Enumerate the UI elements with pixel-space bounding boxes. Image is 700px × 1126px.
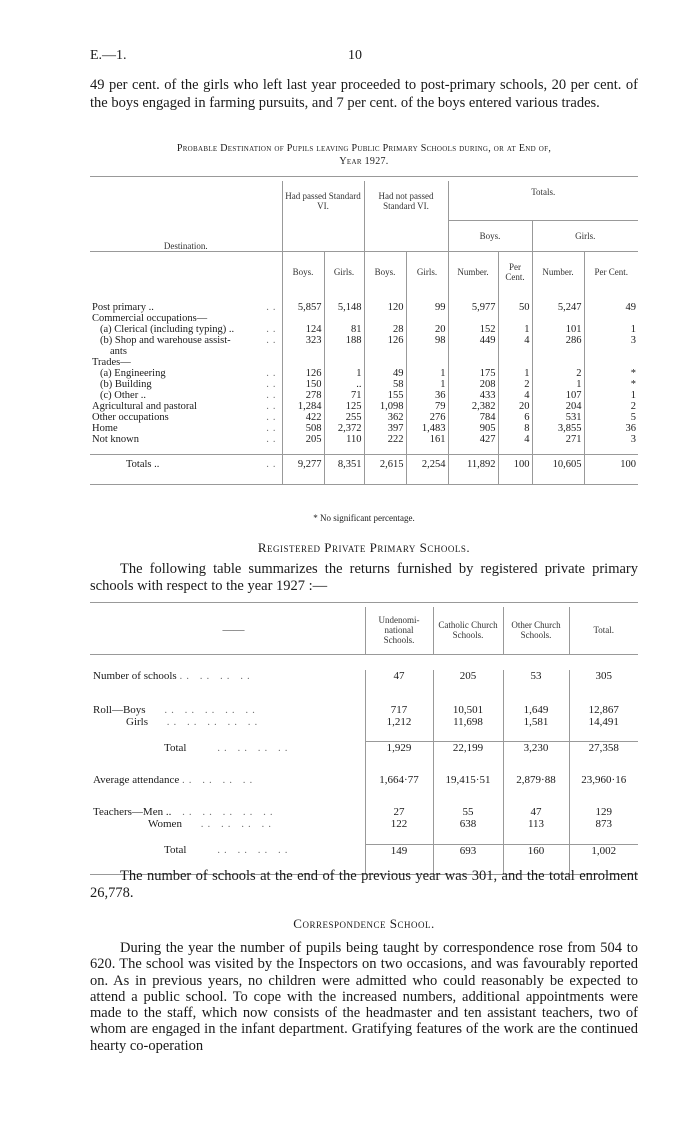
table-cell xyxy=(406,313,448,324)
table-cell: 323 xyxy=(282,335,324,346)
col-boys-passed: Boys. xyxy=(282,252,324,292)
col-boys-number: Number. xyxy=(448,252,498,292)
table-cell: 155 xyxy=(364,390,406,401)
table-cell xyxy=(406,346,448,357)
table-cell: 36 xyxy=(406,390,448,401)
table-row: Number of schools .. .. .. .. 47 205 53 305 xyxy=(90,670,638,682)
col-not-passed: Had not passed Standard VI. xyxy=(364,181,448,221)
table-cell: 4 xyxy=(498,390,532,401)
table-row: Girls .. .. .. .. .. 1,212 11,698 1,581 14,491 xyxy=(90,716,638,728)
private-schools-paragraph: The following table summarizes the returns furnished by registered private primary schools with respect to the year 1927 :— xyxy=(90,561,638,594)
table-row xyxy=(90,335,638,346)
table-cell: * xyxy=(584,379,638,390)
table-cell: 5,977 xyxy=(448,302,498,313)
table-cell: 99 xyxy=(406,302,448,313)
table-cell: 110 xyxy=(324,434,364,445)
row-label: (b) Shop and warehouse assist- .. xyxy=(100,334,280,346)
table-cell: 2,372 xyxy=(324,423,364,434)
table-row xyxy=(90,357,638,368)
table-cell: 20 xyxy=(498,401,532,412)
table-row xyxy=(90,302,638,313)
table-cell: 58 xyxy=(364,379,406,390)
table-row: Total .. .. .. .. 1,929 22,199 3,230 27,358 xyxy=(90,742,638,755)
row-label: (c) Other .. .. xyxy=(100,389,280,401)
table-cell xyxy=(282,357,324,368)
table-cell xyxy=(498,357,532,368)
table-row xyxy=(90,423,638,434)
table-cell: 1,284 xyxy=(282,401,324,412)
table-cell xyxy=(364,346,406,357)
table-cell: 278 xyxy=(282,390,324,401)
page-number: 10 xyxy=(348,48,362,63)
table-cell: 449 xyxy=(448,335,498,346)
table1-caption-line2: Year 1927. xyxy=(339,156,389,167)
table-cell xyxy=(532,357,584,368)
col-passed: Had passed Standard VI. xyxy=(282,181,364,221)
table-cell: 271 xyxy=(532,434,584,445)
table-row: Women .. .. .. .. 122 638 113 873 xyxy=(90,818,638,830)
table-row xyxy=(90,412,638,423)
table-row xyxy=(90,434,638,445)
t2-col-other: Other Church Schools. xyxy=(503,607,569,655)
table-cell: * xyxy=(584,368,638,379)
table1-caption xyxy=(90,142,638,168)
table-cell: 276 xyxy=(406,412,448,423)
table-cell: 107 xyxy=(532,390,584,401)
col-girls-passed: Girls. xyxy=(324,252,364,292)
table-cell: 5,148 xyxy=(324,302,364,313)
table-cell: 11,892 xyxy=(448,455,498,475)
row-label: (b) Building .. xyxy=(100,378,280,390)
table-cell: 3 xyxy=(584,434,638,445)
table-cell: 120 xyxy=(364,302,406,313)
table-cell xyxy=(324,357,364,368)
table-cell: 50 xyxy=(498,302,532,313)
table1-caption-line1: Probable Destination of Pupils leaving Public Primary Schools during, or at End of, xyxy=(176,143,552,154)
table-cell: 1 xyxy=(324,368,364,379)
table-cell: 2,615 xyxy=(364,455,406,475)
table-cell: 205 xyxy=(282,434,324,445)
table-cell xyxy=(282,346,324,357)
row-label: Commercial occupations— xyxy=(92,312,208,324)
row-label: (a) Engineering .. xyxy=(100,367,280,379)
table-cell: 286 xyxy=(532,335,584,346)
table-cell: 362 xyxy=(364,412,406,423)
table-cell: 175 xyxy=(448,368,498,379)
row-label: (a) Clerical (including typing) .. .. xyxy=(100,323,280,335)
table-cell: 2 xyxy=(498,379,532,390)
table-cell: 422 xyxy=(282,412,324,423)
table-cell: 222 xyxy=(364,434,406,445)
table-cell: 208 xyxy=(448,379,498,390)
table-cell xyxy=(406,357,448,368)
table-cell: 36 xyxy=(584,423,638,434)
table-cell: 255 xyxy=(324,412,364,423)
table-cell: 2 xyxy=(584,401,638,412)
table-cell: 1 xyxy=(498,324,532,335)
table-cell: 20 xyxy=(406,324,448,335)
table-cell xyxy=(532,346,584,357)
table-cell xyxy=(364,357,406,368)
table-cell xyxy=(584,346,638,357)
table-cell: 3 xyxy=(584,335,638,346)
table-cell: 98 xyxy=(406,335,448,346)
table-row xyxy=(90,324,638,335)
section-title-private-schools: Registered Private Primary Schools. xyxy=(257,540,471,555)
table-cell: 71 xyxy=(324,390,364,401)
table-row: Average attendance .. .. .. .. 1,664·77 19,415·51 2,879·88 23,960·16 xyxy=(90,774,638,786)
table-cell: 2,382 xyxy=(448,401,498,412)
table-cell: 1,483 xyxy=(406,423,448,434)
table-cell: 1 xyxy=(498,368,532,379)
col-totals: Totals. xyxy=(448,181,638,221)
table-cell xyxy=(282,313,324,324)
table-cell: 905 xyxy=(448,423,498,434)
table-cell: 433 xyxy=(448,390,498,401)
table-cell: 124 xyxy=(282,324,324,335)
table-cell: 1 xyxy=(406,379,448,390)
destination-table-body xyxy=(90,292,638,485)
row-label: Post primary .. .. xyxy=(92,301,280,313)
table-row xyxy=(90,313,638,324)
table-cell: 81 xyxy=(324,324,364,335)
table-cell: 126 xyxy=(282,368,324,379)
table-cell: 8 xyxy=(498,423,532,434)
table-cell: 784 xyxy=(448,412,498,423)
private-schools-table-body xyxy=(90,656,638,876)
table-row xyxy=(90,346,638,357)
row-label: Totals .. .. xyxy=(90,455,282,475)
col-boys-notpassed: Boys. xyxy=(364,252,406,292)
table-cell: 531 xyxy=(532,412,584,423)
col-girls-percent: Per Cent. xyxy=(584,252,638,292)
correspondence-paragraph: During the year the number of pupils being taught by correspondence rose from 504 to 620. The school was visited by the Inspectors on two occasions, and was favourably reported on. As in previous years, no children were admitted who could reasonably be expected to attend a public school. To cope with the increased numbers, additional appointments were made to the staff, which now consists of the headmaster and ten assistant teachers, two of whom are engaged in the infant department. Gratifying features of the work are the continued hearty co-operation xyxy=(90,940,638,1054)
report-code: E.—1. xyxy=(90,48,127,63)
row-label: Other occupations .. xyxy=(92,411,280,423)
table-cell: 10,605 xyxy=(532,455,584,475)
table-cell: 150 xyxy=(282,379,324,390)
table-cell: 125 xyxy=(324,401,364,412)
table-cell xyxy=(532,313,584,324)
table-row xyxy=(90,401,638,412)
table-cell xyxy=(498,313,532,324)
table-cell: 4 xyxy=(498,434,532,445)
table-cell: 79 xyxy=(406,401,448,412)
row-label: Agricultural and pastoral .. xyxy=(92,400,280,412)
table-cell: 1,098 xyxy=(364,401,406,412)
col-girls-notpassed: Girls. xyxy=(406,252,448,292)
table-cell: 204 xyxy=(532,401,584,412)
t2-col-blank: —— xyxy=(222,624,245,637)
table-cell: 5,247 xyxy=(532,302,584,313)
table-row: Total .. .. .. .. 149 693 160 1,002 xyxy=(90,844,638,857)
table-cell xyxy=(448,313,498,324)
totals-row xyxy=(90,455,638,475)
table-row xyxy=(90,368,638,379)
table-cell: 49 xyxy=(364,368,406,379)
table-cell: 100 xyxy=(584,455,638,475)
table-cell: 427 xyxy=(448,434,498,445)
table-cell: 5 xyxy=(584,412,638,423)
table-cell: 1 xyxy=(584,324,638,335)
table-cell xyxy=(324,346,364,357)
previous-year-paragraph: The number of schools at the end of the previous year was 301, and the total enrolment 26,778. xyxy=(90,868,638,901)
table-cell: 126 xyxy=(364,335,406,346)
t2-col-total: Total. xyxy=(569,607,638,655)
table-cell: 1 xyxy=(406,368,448,379)
table-cell: 49 xyxy=(584,302,638,313)
table-cell: 152 xyxy=(448,324,498,335)
table-cell: 101 xyxy=(532,324,584,335)
table-cell xyxy=(364,313,406,324)
table-cell xyxy=(324,313,364,324)
t2-col-undenominational: Undenomi-national Schools. xyxy=(365,607,433,655)
section-title-correspondence: Correspondence School. xyxy=(293,916,435,931)
destination-table xyxy=(90,176,638,485)
table1-footnote: * No significant percentage. xyxy=(313,513,415,523)
table-cell: 397 xyxy=(364,423,406,434)
intro-paragraph: 49 per cent. of the girls who left last year proceeded to post-primary schools, 20 per cent. of the boys engaged in farming pursuits, and 7 per cent. of the boys entered various trades. xyxy=(90,77,638,111)
table-cell: 188 xyxy=(324,335,364,346)
table-cell: 9,277 xyxy=(282,455,324,475)
table-cell: 4 xyxy=(498,335,532,346)
table-cell: 3,855 xyxy=(532,423,584,434)
row-label: Trades— xyxy=(92,356,131,368)
table-cell xyxy=(498,346,532,357)
table-cell: 1 xyxy=(584,390,638,401)
col-girls-number: Number. xyxy=(532,252,584,292)
table-cell: 161 xyxy=(406,434,448,445)
table-cell xyxy=(448,346,498,357)
table-cell xyxy=(584,313,638,324)
col-totals-boys: Boys. xyxy=(448,221,532,252)
table-row xyxy=(90,379,638,390)
table-cell xyxy=(584,357,638,368)
t2-col-catholic: Catholic Church Schools. xyxy=(433,607,503,655)
table-cell xyxy=(448,357,498,368)
table-cell: 2 xyxy=(532,368,584,379)
table-cell: 2,254 xyxy=(406,455,448,475)
table-cell: 1 xyxy=(532,379,584,390)
table-cell: .. xyxy=(324,379,364,390)
row-label: Not known .. xyxy=(92,433,280,445)
col-destination: Destination. xyxy=(163,241,208,251)
table-cell: 8,351 xyxy=(324,455,364,475)
private-schools-table xyxy=(90,602,638,876)
table-cell: 100 xyxy=(498,455,532,475)
table-row: Teachers—Men .. .. .. .. .. .. 27 55 47 129 xyxy=(90,806,638,818)
table-cell: 6 xyxy=(498,412,532,423)
col-totals-girls: Girls. xyxy=(532,221,638,252)
row-label: ants xyxy=(110,345,127,357)
table-row: Roll—Boys .. .. .. .. .. 717 10,501 1,649 12,867 xyxy=(90,704,638,716)
table-cell: 508 xyxy=(282,423,324,434)
row-label: Home .. xyxy=(92,422,280,434)
table-row xyxy=(90,390,638,401)
table-cell: 5,857 xyxy=(282,302,324,313)
table-cell: 28 xyxy=(364,324,406,335)
col-boys-percent: Per Cent. xyxy=(498,252,532,292)
